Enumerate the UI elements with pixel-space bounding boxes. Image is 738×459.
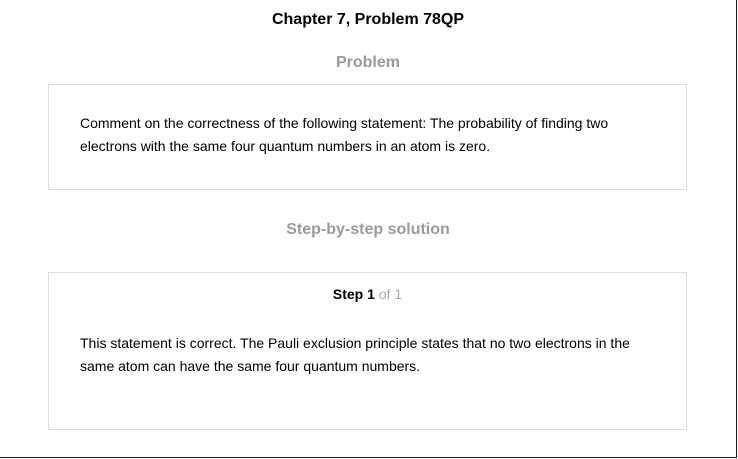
problem-heading: Problem [335, 54, 400, 71]
step-total: of 1 [378, 286, 403, 302]
solution-text: This statement is correct. The Pauli exclusion principle states that no two electrons in the same atom can have the same four quantum numbers. [80, 335, 630, 374]
solution-heading: Step-by-step solution [286, 221, 450, 238]
step-number: Step 1 [332, 286, 375, 302]
step-indicator [49, 286, 686, 302]
solution-card [48, 272, 687, 430]
problem-card [48, 84, 687, 190]
problem-text: Comment on the correctness of the following statement: The probability of finding two electrons with the same four quantum numbers in an atom is zero. [80, 115, 609, 154]
page-title: Chapter 7, Problem 78QP [271, 11, 465, 28]
